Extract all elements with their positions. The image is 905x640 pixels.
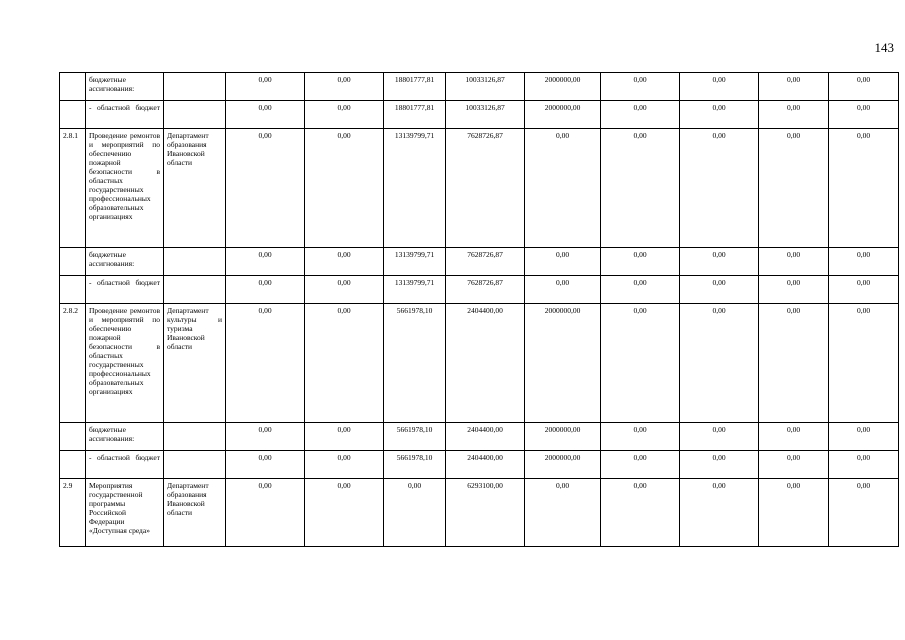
row-index bbox=[60, 451, 86, 479]
cell-value: 0,00 bbox=[226, 451, 305, 479]
cell-value: 2000000,00 bbox=[525, 73, 601, 101]
row-name: Мероприятия государственной программы Российской Федерации «Доступная среда» bbox=[86, 479, 164, 547]
cell-value: 0,00 bbox=[680, 73, 759, 101]
cell-value: 0,00 bbox=[226, 129, 305, 248]
cell-value: 7628726,87 bbox=[446, 248, 525, 276]
cell-value: 0,00 bbox=[384, 479, 446, 547]
cell-value: 2404400,00 bbox=[446, 304, 525, 423]
cell-value: 0,00 bbox=[305, 248, 384, 276]
cell-value: 0,00 bbox=[759, 479, 829, 547]
cell-value: 0,00 bbox=[829, 248, 899, 276]
cell-value: 0,00 bbox=[601, 479, 680, 547]
page-number: 143 bbox=[874, 40, 894, 55]
cell-value: 0,00 bbox=[226, 304, 305, 423]
cell-value: 0,00 bbox=[829, 276, 899, 304]
cell-value: 0,00 bbox=[305, 101, 384, 129]
cell-value: 0,00 bbox=[226, 479, 305, 547]
cell-value: 2000000,00 bbox=[525, 451, 601, 479]
row-index bbox=[60, 101, 86, 129]
cell-value: 0,00 bbox=[759, 423, 829, 451]
cell-value: 2000000,00 bbox=[525, 101, 601, 129]
cell-value: 0,00 bbox=[829, 304, 899, 423]
row-name: бюджетные ассигнования: bbox=[86, 248, 164, 276]
table-row bbox=[60, 451, 899, 479]
cell-value: 0,00 bbox=[226, 423, 305, 451]
cell-value: 13139799,71 bbox=[384, 129, 446, 248]
cell-value: 0,00 bbox=[680, 101, 759, 129]
cell-value: 0,00 bbox=[759, 451, 829, 479]
cell-value: 0,00 bbox=[601, 101, 680, 129]
cell-value: 0,00 bbox=[305, 73, 384, 101]
cell-value: 0,00 bbox=[680, 129, 759, 248]
row-executor bbox=[164, 423, 226, 451]
row-name: - областной бюджет bbox=[86, 101, 164, 129]
cell-value: 0,00 bbox=[680, 451, 759, 479]
cell-value: 0,00 bbox=[525, 479, 601, 547]
cell-value: 0,00 bbox=[226, 101, 305, 129]
cell-value: 0,00 bbox=[601, 248, 680, 276]
row-executor: Департамент культуры и туризма Ивановской области bbox=[164, 304, 226, 423]
table-row bbox=[60, 101, 899, 129]
row-name: бюджетные ассигнования: bbox=[86, 73, 164, 101]
cell-value: 0,00 bbox=[525, 129, 601, 248]
cell-value: 0,00 bbox=[601, 129, 680, 248]
cell-value: 0,00 bbox=[680, 423, 759, 451]
table-row bbox=[60, 129, 899, 248]
cell-value: 6293100,00 bbox=[446, 479, 525, 547]
table-row bbox=[60, 304, 899, 423]
cell-value: 13139799,71 bbox=[384, 276, 446, 304]
cell-value: 0,00 bbox=[226, 248, 305, 276]
cell-value: 0,00 bbox=[829, 479, 899, 547]
row-executor: Департамент образования Ивановской области bbox=[164, 129, 226, 248]
row-executor: Департамент образования Ивановской области bbox=[164, 479, 226, 547]
cell-value: 5661978,10 bbox=[384, 451, 446, 479]
cell-value: 13139799,71 bbox=[384, 248, 446, 276]
row-executor bbox=[164, 451, 226, 479]
cell-value: 10033126,87 bbox=[446, 73, 525, 101]
cell-value: 0,00 bbox=[829, 423, 899, 451]
row-index: 2.9 bbox=[60, 479, 86, 547]
cell-value: 7628726,87 bbox=[446, 276, 525, 304]
row-executor bbox=[164, 73, 226, 101]
row-name: Проведение ремонтов и мероприятий по обеспечению пожарной безопасности в областных государственных профессиональных образовательных организациях bbox=[86, 304, 164, 423]
cell-value: 0,00 bbox=[305, 451, 384, 479]
budget-table bbox=[59, 72, 899, 547]
cell-value: 0,00 bbox=[226, 276, 305, 304]
cell-value: 0,00 bbox=[759, 276, 829, 304]
cell-value: 0,00 bbox=[829, 73, 899, 101]
table-row bbox=[60, 423, 899, 451]
row-executor bbox=[164, 101, 226, 129]
cell-value: 0,00 bbox=[305, 129, 384, 248]
row-executor bbox=[164, 276, 226, 304]
cell-value: 0,00 bbox=[601, 451, 680, 479]
cell-value: 0,00 bbox=[680, 276, 759, 304]
cell-value: 0,00 bbox=[525, 248, 601, 276]
cell-value: 2404400,00 bbox=[446, 423, 525, 451]
cell-value: 0,00 bbox=[759, 101, 829, 129]
row-index bbox=[60, 73, 86, 101]
cell-value: 0,00 bbox=[680, 479, 759, 547]
cell-value: 0,00 bbox=[601, 73, 680, 101]
cell-value: 2000000,00 bbox=[525, 423, 601, 451]
row-index bbox=[60, 276, 86, 304]
cell-value: 2404400,00 bbox=[446, 451, 525, 479]
cell-value: 0,00 bbox=[829, 129, 899, 248]
row-name: - областной бюджет bbox=[86, 451, 164, 479]
cell-value: 5661978,10 bbox=[384, 423, 446, 451]
cell-value: 0,00 bbox=[305, 304, 384, 423]
row-name: Проведение ремонтов и мероприятий по обеспечению пожарной безопасности в областных государственных профессиональных образовательных организациях bbox=[86, 129, 164, 248]
table-row bbox=[60, 276, 899, 304]
row-index bbox=[60, 423, 86, 451]
table-row bbox=[60, 479, 899, 547]
cell-value: 0,00 bbox=[601, 304, 680, 423]
row-index: 2.8.2 bbox=[60, 304, 86, 423]
cell-value: 0,00 bbox=[759, 129, 829, 248]
table-row bbox=[60, 73, 899, 101]
cell-value: 0,00 bbox=[226, 73, 305, 101]
cell-value: 7628726,87 bbox=[446, 129, 525, 248]
row-name: - областной бюджет bbox=[86, 276, 164, 304]
row-index bbox=[60, 248, 86, 276]
cell-value: 0,00 bbox=[601, 423, 680, 451]
cell-value: 2000000,00 bbox=[525, 304, 601, 423]
row-name: бюджетные ассигнования: bbox=[86, 423, 164, 451]
cell-value: 18801777,81 bbox=[384, 73, 446, 101]
cell-value: 5661978,10 bbox=[384, 304, 446, 423]
cell-value: 0,00 bbox=[759, 248, 829, 276]
table-row bbox=[60, 248, 899, 276]
cell-value: 0,00 bbox=[305, 479, 384, 547]
row-index: 2.8.1 bbox=[60, 129, 86, 248]
cell-value: 0,00 bbox=[601, 276, 680, 304]
cell-value: 18801777,81 bbox=[384, 101, 446, 129]
cell-value: 0,00 bbox=[305, 423, 384, 451]
cell-value: 0,00 bbox=[829, 101, 899, 129]
cell-value: 0,00 bbox=[305, 276, 384, 304]
cell-value: 0,00 bbox=[680, 248, 759, 276]
cell-value: 0,00 bbox=[829, 451, 899, 479]
cell-value: 0,00 bbox=[759, 73, 829, 101]
row-executor bbox=[164, 248, 226, 276]
cell-value: 10033126,87 bbox=[446, 101, 525, 129]
cell-value: 0,00 bbox=[759, 304, 829, 423]
cell-value: 0,00 bbox=[680, 304, 759, 423]
cell-value: 0,00 bbox=[525, 276, 601, 304]
